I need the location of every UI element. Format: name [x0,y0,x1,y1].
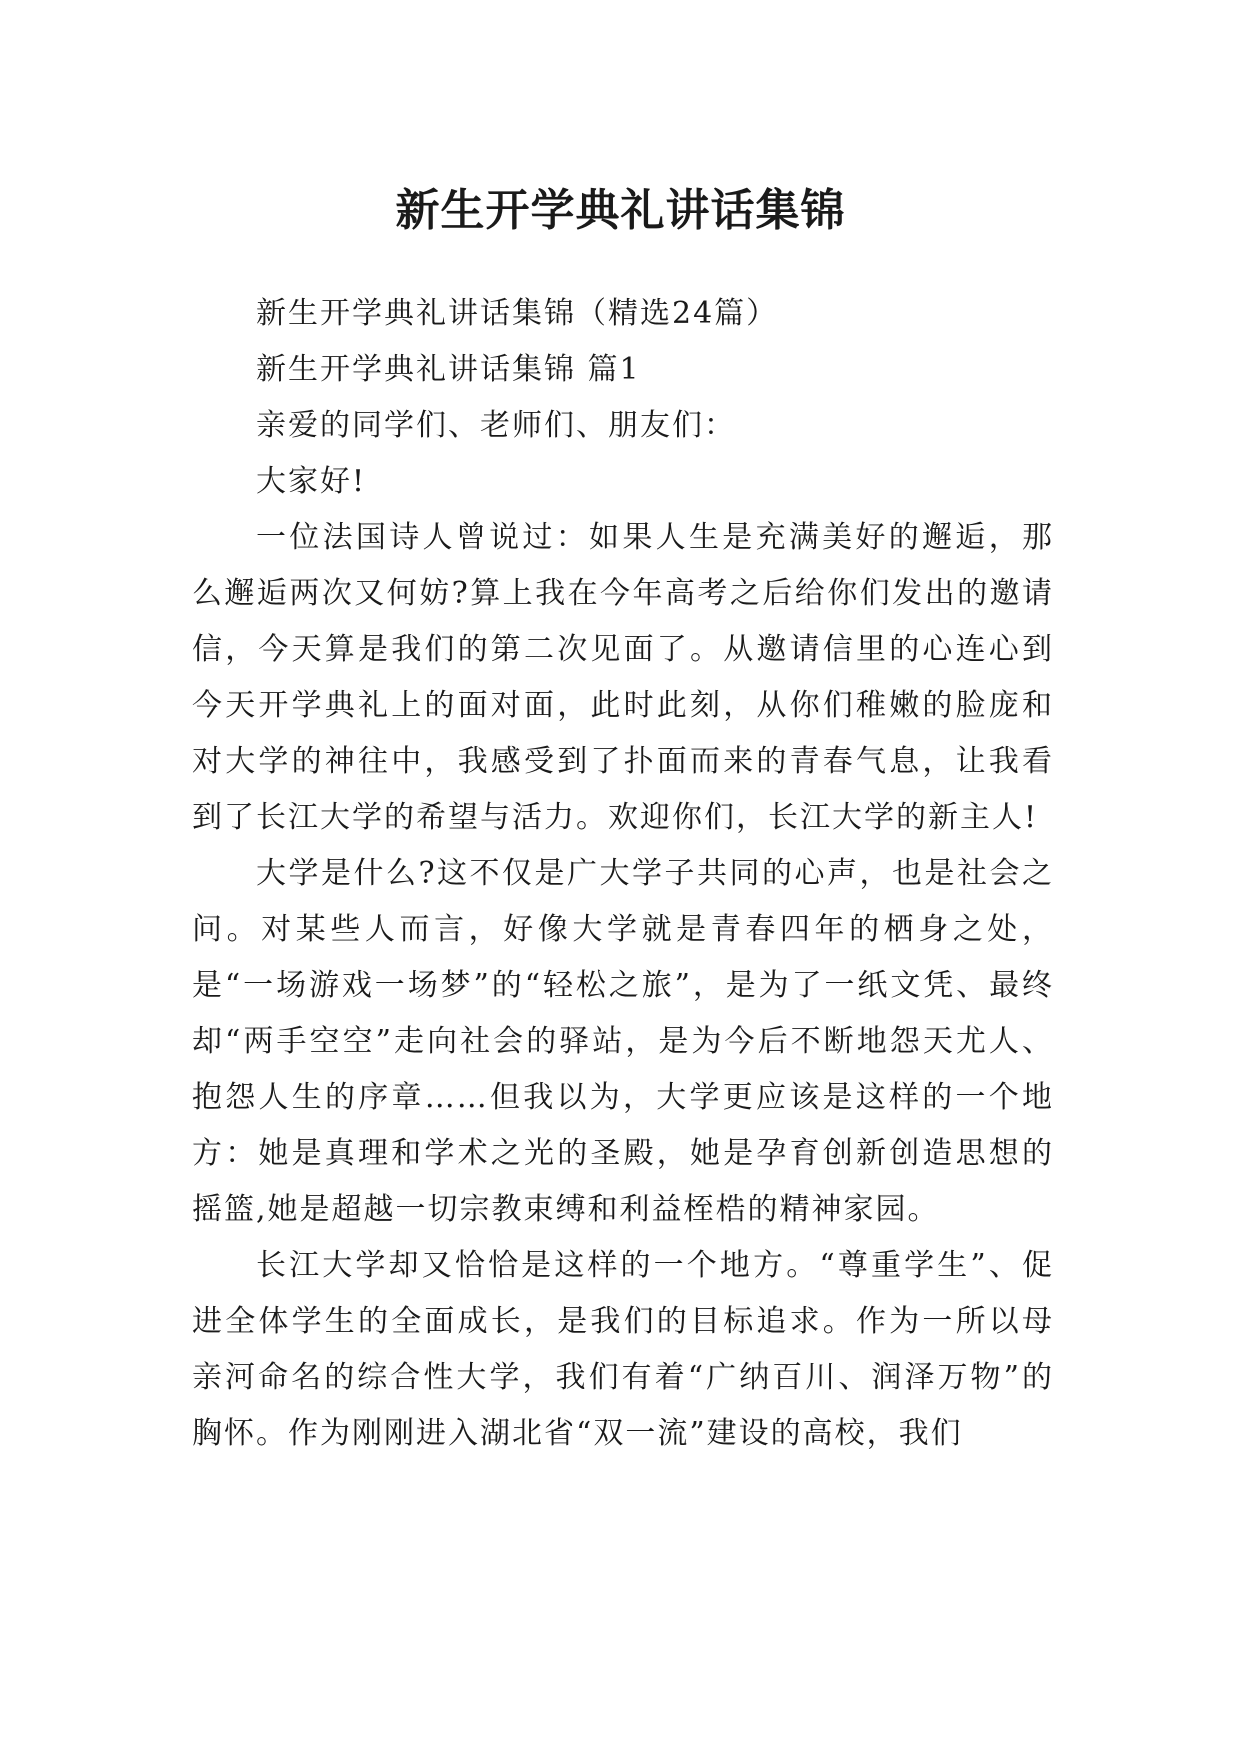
section-heading-paragraph: 新生开学典礼讲话集锦 篇1 [256,352,641,387]
subtitle-paragraph: 新生开学典礼讲话集锦（精选24篇） [256,296,779,331]
document-title: 新生开学典礼讲话集锦 [395,185,846,237]
body-paragraph: 一位法国诗人曾说过：如果人生是充满美好的邂逅，那么邂逅两次又何妨?算上我在今年高考之后给你们发出的邀请信，今天算是我们的第二次见面了。从邀请信里的心连心到今天开学典礼上的面对面，此时此刻，从你们稚嫩的脸庞和对大学的神往中，我感受到了扑面而来的青春气息，让我看到了长江大学的希望与活力。欢迎你们，长江大学的新主人! [192,520,1054,835]
body-paragraph: 大学是什么?这不仅是广大学子共同的心声，也是社会之问。对某些人而言，好像大学就是青春四年的栖身之处，是“一场游戏一场梦”的“轻松之旅”，是为了一纸文凭、最终却“两手空空”走向社会的驿站，是为今后不断地怨天尤人、抱怨人生的序章……但我以为，大学更应该是这样的一个地方：她是真理和学术之光的圣殿，她是孕育创新创造思想的摇篮,她是超越一切宗教束缚和利益桎梏的精神家园。 [192,856,1054,1227]
greeting-paragraph: 大家好! [256,464,367,499]
salutation-paragraph: 亲爱的同学们、老师们、朋友们： [256,408,736,443]
body-paragraph: 长江大学却又恰恰是这样的一个地方。“尊重学生”、促进全体学生的全面成长，是我们的目标追求。作为一所以母亲河命名的综合性大学，我们有着“广纳百川、润泽万物”的胸怀。作为刚刚进入湖北省“双一流”建设的高校，我们 [192,1248,1054,1451]
document-body [192,286,1054,1462]
